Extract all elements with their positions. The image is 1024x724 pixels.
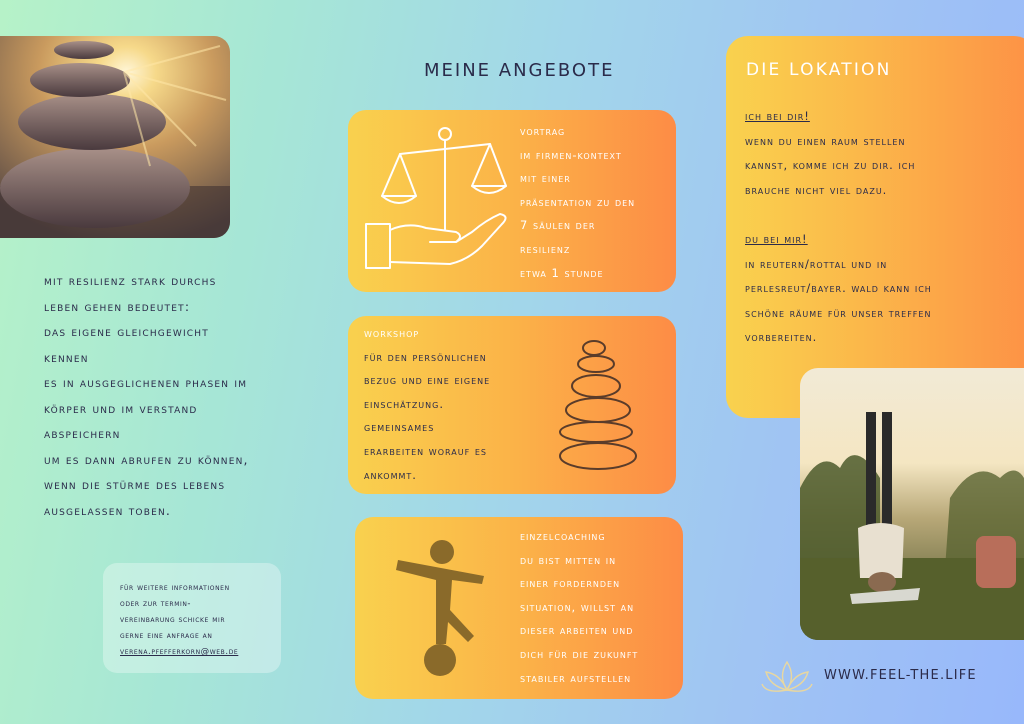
contact-line: vereinbarung schicke mir bbox=[120, 615, 226, 625]
contact-text bbox=[120, 580, 238, 660]
balancing-figure-icon bbox=[394, 540, 494, 684]
offer-line: vortrag bbox=[520, 124, 566, 138]
intro-line: das eigene gleichgewicht bbox=[44, 324, 209, 339]
email-link[interactable]: verena.pfefferkorn@web.de bbox=[120, 647, 239, 657]
location-line: in reutern/rottal und in bbox=[745, 256, 888, 271]
contact-line: für weitere informationen bbox=[120, 583, 230, 593]
offer-line: einzelcoaching bbox=[520, 529, 606, 543]
contact-line: oder zur termin- bbox=[120, 599, 192, 609]
offer-line: 7 säulen der bbox=[520, 218, 596, 233]
intro-line: um es dann abrufen zu können, bbox=[44, 451, 249, 467]
lotus-icon bbox=[760, 656, 814, 704]
location-heading: ich bei dir! bbox=[745, 109, 810, 123]
intro-line: mit resilienz stark durchs bbox=[44, 273, 217, 288]
offer-text-vortrag bbox=[520, 120, 635, 285]
offer-line: resilienz bbox=[520, 241, 571, 256]
intro-line: abspeichern bbox=[44, 426, 121, 441]
offer-line: für den persönlichen bbox=[364, 349, 487, 364]
offer-line: einschätzung. bbox=[364, 396, 444, 411]
location-line: perlesreut/bayer. wald kann ich bbox=[745, 281, 932, 295]
stacked-stones-photo bbox=[0, 36, 230, 238]
offer-line: stabiler aufstellen bbox=[520, 670, 632, 685]
offer-line: etwa 1 stunde bbox=[520, 265, 604, 280]
offer-line: im firmen-kontext bbox=[520, 147, 622, 162]
offers-title: MEINE ANGEBOTE bbox=[424, 60, 615, 81]
stacked-stones-icon bbox=[556, 338, 640, 478]
location-section-2 bbox=[745, 227, 932, 350]
location-line: kannst, komme ich zu dir. ich bbox=[745, 158, 916, 172]
intro-line: leben gehen bedeutet: bbox=[44, 298, 191, 314]
location-title: DIE LOKATION bbox=[746, 60, 892, 80]
location-line: schöne räume für unser treffen bbox=[745, 305, 932, 320]
website-link[interactable]: WWW.FEEL-THE.LIFE bbox=[824, 668, 977, 683]
location-line: wenn du einen raum stellen bbox=[745, 133, 906, 148]
intro-line: ausgelassen toben. bbox=[44, 502, 172, 518]
contact-line: gerne eine anfrage an bbox=[120, 631, 213, 641]
offer-line: gemeinsames bbox=[364, 420, 435, 435]
location-line: brauche nicht viel dazu. bbox=[745, 182, 888, 197]
offer-line: dich für die zukunft bbox=[520, 646, 639, 661]
intro-line: kennen bbox=[44, 349, 89, 365]
offer-line: einer fordernden bbox=[520, 576, 621, 591]
scale-on-hand-icon bbox=[360, 124, 510, 282]
offer-line: bezug und eine eigene bbox=[364, 373, 491, 388]
intro-line: körper und im verstand bbox=[44, 400, 198, 416]
location-section-1 bbox=[745, 104, 915, 202]
offer-line: du bist mitten in bbox=[520, 552, 617, 567]
location-heading: du bei mir! bbox=[745, 232, 808, 246]
intro-line: wenn die stürme des lebens bbox=[44, 477, 226, 492]
offer-line: erarbeiten worauf es bbox=[364, 443, 487, 458]
location-line: vorbereiten. bbox=[745, 330, 818, 344]
offer-line: ankommt. bbox=[364, 467, 417, 482]
offer-line: mit einer bbox=[520, 171, 571, 186]
intro-text bbox=[44, 268, 284, 523]
intro-line: es in ausgeglichenen phasen im bbox=[44, 375, 248, 390]
offer-text-einzelcoaching bbox=[520, 525, 638, 690]
offer-line: präsentation zu den bbox=[520, 194, 636, 209]
offer-line: situation, willst an bbox=[520, 599, 635, 614]
offer-line: dieser arbeiten und bbox=[520, 623, 634, 638]
offer-line: workshop bbox=[364, 326, 420, 340]
headstand-photo bbox=[800, 368, 1024, 640]
offer-text-workshop bbox=[364, 322, 490, 487]
